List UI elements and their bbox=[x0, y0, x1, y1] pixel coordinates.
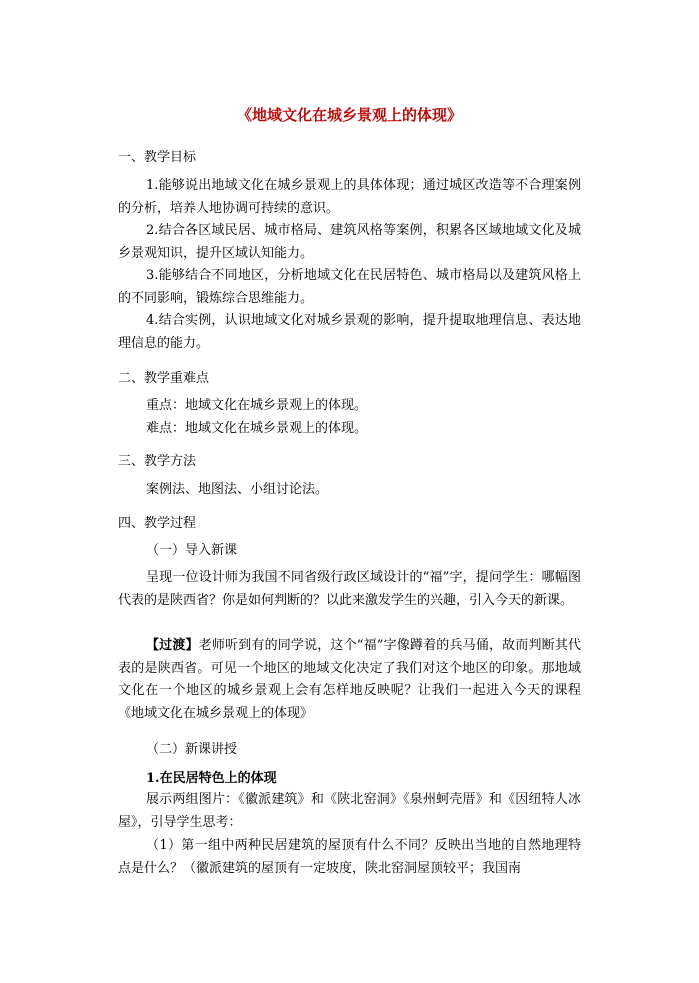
intro-paragraph: 呈现一位设计师为我国不同省级行政区域设计的“福”字，提问学生：哪幅图代表的是陕西省？你是如何判断的？以此来激发学生的兴趣，引入今天的新课。 bbox=[118, 570, 581, 608]
objective-item: 1.能够说出地域文化在城乡景观上的具体体现；通过城区改造等不合理案例的分析，培养人地协调可持续的意识。 bbox=[118, 178, 581, 216]
sub-heading-dwelling: 1.在民居特色上的体现 bbox=[146, 771, 277, 786]
transition-label: 【过渡】 bbox=[146, 638, 199, 653]
transition-paragraph bbox=[118, 635, 581, 725]
methods-line: 案例法、地图法、小组讨论法。 bbox=[146, 482, 329, 497]
transition-text: 老师听到有的同学说，这个“福”字像蹲着的兵马俑，故而判断其代表的是陕西省。可见一个地区的地域文化决定了我们对这个地区的印象。那地域文化在一个地区的城乡景观上会有怎样地反映呢？让我们一起进入今天的课程《地域文化在城乡景观上的体现》 bbox=[118, 638, 581, 721]
key-point-line: 重点：地域文化在城乡景观上的体现。 bbox=[146, 398, 368, 413]
objective-item: 2.结合各区域民居、城市格局、建筑风格等案例，积累各区域地域文化及城乡景观知识，提升区域认知能力。 bbox=[118, 223, 581, 261]
section-heading-methods: 三、教学方法 bbox=[118, 454, 197, 469]
objective-item: 3.能够结合不同地区，分析地域文化在民居特色、城市格局以及建筑风格上的不同影响，锻炼综合思维能力。 bbox=[118, 268, 581, 306]
question-paragraph: （1）第一组中两种民居建筑的屋顶有什么不同？反映出当地的自然地理特点是什么？（徽派建筑的屋顶有一定坡度，陕北窑洞屋顶较平；我国南 bbox=[118, 838, 581, 876]
part-heading-intro: （一）导入新课 bbox=[146, 543, 238, 558]
section-heading-objectives: 一、教学目标 bbox=[118, 150, 197, 165]
part-heading-new-lesson: （二）新课讲授 bbox=[146, 742, 238, 757]
document-title: 《地域文化在城乡景观上的体现》 bbox=[236, 106, 462, 124]
dwelling-paragraph: 展示两组图片：《徽派建筑》和《陕北窑洞》《泉州蚵壳厝》和《因纽特人冰屋》，引导学生思考： bbox=[118, 792, 581, 830]
section-heading-process: 四、教学过程 bbox=[118, 516, 197, 531]
difficult-point-line: 难点：地域文化在城乡景观上的体现。 bbox=[146, 421, 368, 436]
objective-item: 4.结合实例，认识地域文化对城乡景观的影响，提升提取地理信息、表达地理信息的能力。 bbox=[118, 313, 581, 351]
section-heading-key-points: 二、教学重难点 bbox=[118, 371, 210, 386]
